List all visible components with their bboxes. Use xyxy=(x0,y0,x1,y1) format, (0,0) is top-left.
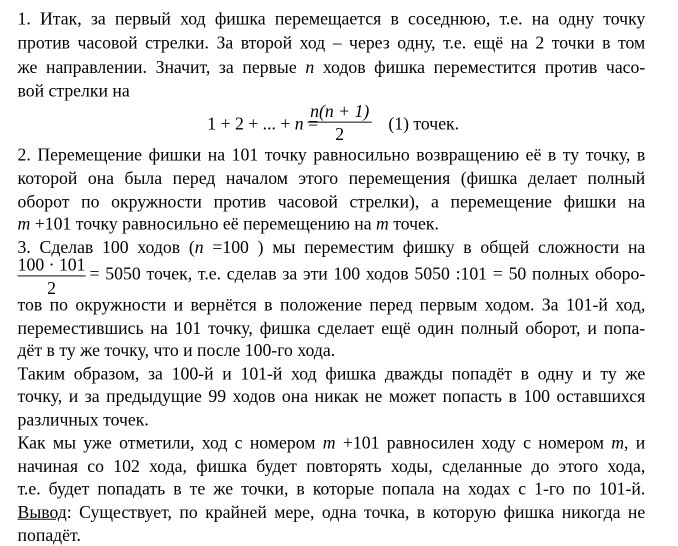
p5-line-1-var-m1: m xyxy=(322,433,336,453)
p3-line-4: переместившись на 101 точку, фишка сделает ещё один полный оборот, и попа- xyxy=(17,318,646,338)
p2-line-1: 2. Перемещение фишки на 101 точку равносильно возвращению её в ту точку, в xyxy=(17,145,646,165)
p3-line-1-var-n: n xyxy=(194,237,204,257)
p1-line-1: 1. Итак, за первый ход фишка перемещается в соседнюю, т.е. на одну точку xyxy=(17,8,646,29)
formula-1-lhs-a: 1 + 2 + ... + xyxy=(207,113,295,134)
p4-line-1: Таким образом, за 100-й и 101-й ход фишка дважды попадёт в одну и ту же xyxy=(17,364,646,384)
p4-line-3: различных точек. xyxy=(17,409,149,430)
p3-fraction-denominator: 2 xyxy=(47,278,57,298)
formula-1-numerator: n(n + 1) xyxy=(310,101,370,121)
p2-line-2: которой она была перед началом этого перемещения (фишка делает полный xyxy=(17,168,646,188)
p3-fraction xyxy=(18,255,86,298)
conclusion-line-1-rest: : Существует, по крайней мере, одна точка, в которую фишка никогда не xyxy=(66,502,646,522)
p3-line-1-b: =100 ) мы переместим фишку в общей сложности на xyxy=(203,237,646,257)
p1-line-3-a: же направлении. Значит, за первые xyxy=(17,57,306,77)
formula-1-bar xyxy=(308,122,372,123)
p5-line-1-var-m2: m xyxy=(611,433,625,453)
p3-line-1 xyxy=(18,237,646,258)
p3-line-5: дёт в ту же точку, что и после 100-го хода. xyxy=(17,340,336,361)
formula-1-lhs-var: n xyxy=(294,113,304,134)
p2-line-4-b: точек. xyxy=(388,214,439,234)
p2-line-4-a: +101 точку равносильно её перемещению на xyxy=(30,214,377,234)
conclusion-line-1 xyxy=(18,501,646,522)
formula-1-lhs xyxy=(207,113,318,134)
p3-line-3: тов по окружности и вернётся в положение перед первым ходом. За 101-й ход, xyxy=(17,294,646,315)
p2-line-4-var-m2: m xyxy=(376,214,389,234)
p3-line-1-a: 3. Сделав 100 ходов ( xyxy=(17,237,195,257)
p5-line-1-b: +101 равносилен ходу с номером xyxy=(335,433,612,453)
formula-1-tail: (1) точек. xyxy=(388,113,460,134)
formula-1-eq: = xyxy=(303,113,319,134)
formula-1-denominator: 2 xyxy=(335,124,345,145)
p1-line-3-b: ходов фишка переместится против часо- xyxy=(314,57,646,77)
p1-line-4: вой стрелки на xyxy=(17,80,130,101)
p3-line-2: = 5050 точек, т.е. сделав за эти 100 ходов 5050 :101 = 50 полных оборо- xyxy=(89,263,646,284)
p2-line-3: оборот по окружности против часовой стрелки), а перемещение фишки на xyxy=(17,191,646,212)
p2-line-4-var-m1: m xyxy=(17,214,31,234)
conclusion-label: Вывод xyxy=(17,502,67,522)
conclusion-line-2: попадёт. xyxy=(17,525,81,546)
p3-fraction-bar xyxy=(18,275,86,276)
p5-line-1-a: Как мы уже отметили, ход с номером xyxy=(17,433,323,453)
p1-line-3 xyxy=(18,56,646,77)
p2-line-4 xyxy=(18,213,646,234)
p4-line-2: точку, и за предыдущие 99 ходов она никак не может попасть в 100 оставшихся xyxy=(17,386,646,406)
formula-1-fraction xyxy=(308,101,372,144)
p5-line-1-c: , и xyxy=(624,433,646,453)
p3-fraction-numerator: 100 · 101 xyxy=(17,254,86,275)
p5-line-3: т.е. будет попадать в те же точки, в которые попала на ходах с 1-го по 101-й. xyxy=(17,478,646,499)
p1-line-3-var-n: n xyxy=(305,57,315,77)
p1-line-2: против часовой стрелки. За второй ход – через одну, т.е. ещё на 2 точки в том xyxy=(17,33,646,53)
p5-line-1 xyxy=(18,432,646,453)
p5-line-2: начиная со 102 хода, фишка будет повторять ходы, сделанные до этого хода, xyxy=(17,456,646,476)
